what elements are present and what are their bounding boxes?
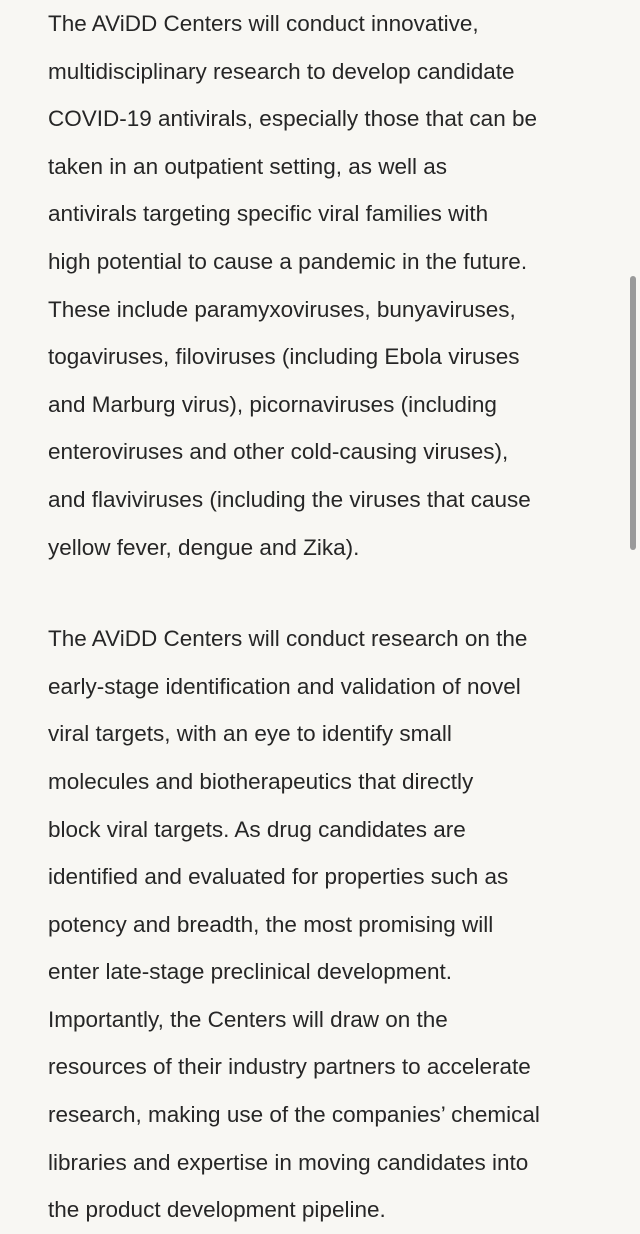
text-line: resources of their industry partners to accelerate bbox=[48, 1054, 531, 1080]
text-line: These include paramyxoviruses, bunyaviruses, bbox=[48, 296, 516, 322]
text-line: block viral targets. As drug candidates are bbox=[48, 816, 466, 842]
text-line: research, making use of the companies’ chemical bbox=[48, 1102, 540, 1128]
paragraph-2 bbox=[48, 615, 608, 1234]
scrollbar-track[interactable] bbox=[630, 0, 636, 1200]
text-line: multidisciplinary research to develop candidate bbox=[48, 58, 515, 84]
text-line: The AViDD Centers will conduct innovative, bbox=[48, 11, 479, 36]
text-line: early-stage identification and validation of novel bbox=[48, 673, 521, 699]
text-line: libraries and expertise in moving candidates into bbox=[48, 1149, 529, 1175]
text-line: viral targets, with an eye to identify small bbox=[48, 721, 452, 747]
text-line: antivirals targeting specific viral families with bbox=[48, 201, 489, 227]
text-line: COVID-19 antivirals, especially those that can be bbox=[48, 106, 537, 132]
text-line: togaviruses, filoviruses (including Ebola viruses bbox=[48, 344, 520, 370]
text-line: yellow fever, dengue and Zika). bbox=[48, 534, 360, 560]
article-body bbox=[48, 0, 608, 1234]
text-line: enter late-stage preclinical development. bbox=[48, 959, 452, 985]
scrollbar-thumb[interactable] bbox=[630, 276, 636, 550]
text-line: and Marburg virus), picornaviruses (including bbox=[48, 391, 497, 417]
text-line: molecules and biotherapeutics that directly bbox=[48, 768, 474, 794]
text-line: and flaviviruses (including the viruses that cause bbox=[48, 486, 531, 512]
text-line: taken in an outpatient setting, as well as bbox=[48, 153, 448, 179]
text-line: Importantly, the Centers will draw on the bbox=[48, 1006, 448, 1032]
text-line: potency and breadth, the most promising will bbox=[48, 911, 494, 937]
text-line: enteroviruses and other cold-causing viruses), bbox=[48, 439, 509, 465]
text-line: identified and evaluated for properties such as bbox=[48, 864, 509, 890]
text-line: high potential to cause a pandemic in the future. bbox=[48, 248, 528, 274]
paragraph-1 bbox=[48, 0, 608, 571]
text-line: the product development pipeline. bbox=[48, 1197, 386, 1223]
text-line: The AViDD Centers will conduct research on the bbox=[48, 626, 528, 652]
